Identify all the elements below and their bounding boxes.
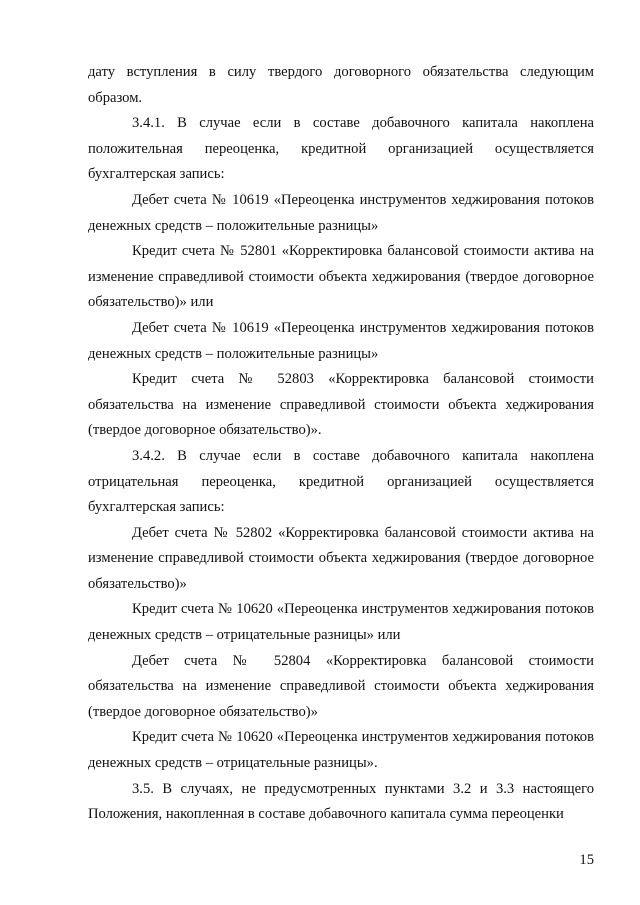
paragraph-3-4-2: 3.4.2. В случае если в составе добавочного капитала накоплена отрицательная переоценка, кредитной организацией осуществляется бухгалтерская запись: [88, 447, 594, 516]
paragraph-3-4-1: 3.4.1. В случае если в составе добавочного капитала накоплена положительная переоценка, кредитной организацией осуществляется бухгалтерская запись: [88, 115, 594, 183]
entry-debit-52802: Дебет счета № 52802 «Корректировка балансовой стоимости актива на изменение справедливой стоимости объекта хеджирования (твердое договорное обязательство)» [88, 524, 594, 592]
entry-debit-10619: Дебет счета № 10619 «Переоценка инструментов хеджирования потоков денежных средств – положительные разницы» [88, 191, 594, 234]
document-body [88, 60, 594, 828]
entry-credit-10620-alt: Кредит счета № 10620 «Переоценка инструментов хеджирования потоков денежных средств – отрицательные разницы». [88, 729, 594, 772]
page-number: 15 [579, 852, 594, 868]
entry-debit-10619-alt: Дебет счета № 10619 «Переоценка инструментов хеджирования потоков денежных средств – положительные разницы» [88, 319, 594, 362]
entry-credit-52803: Кредит счета № 52803 «Корректировка балансовой стоимости обязательства на изменение справедливой стоимости объекта хеджирования (твердое договорное обязательство)». [88, 371, 594, 439]
paragraph-3-5: 3.5. В случаях, не предусмотренных пунктами 3.2 и 3.3 настоящего Положения, накопленная в составе добавочного капитала сумма переоценки [88, 780, 594, 823]
paragraph-continuation: дату вступления в силу твердого договорного обязательства следующим образом. [88, 64, 594, 106]
entry-debit-52804: Дебет счета № 52804 «Корректировка балансовой стоимости обязательства на изменение справедливой стоимости объекта хеджирования (твердое договорное обязательство)» [88, 652, 594, 720]
entry-credit-52801: Кредит счета № 52801 «Корректировка балансовой стоимости актива на изменение справедливой стоимости объекта хеджирования (твердое договорное обязательство)» или [88, 243, 594, 311]
entry-credit-10620: Кредит счета № 10620 «Переоценка инструментов хеджирования потоков денежных средств – отрицательные разницы» или [88, 601, 594, 644]
